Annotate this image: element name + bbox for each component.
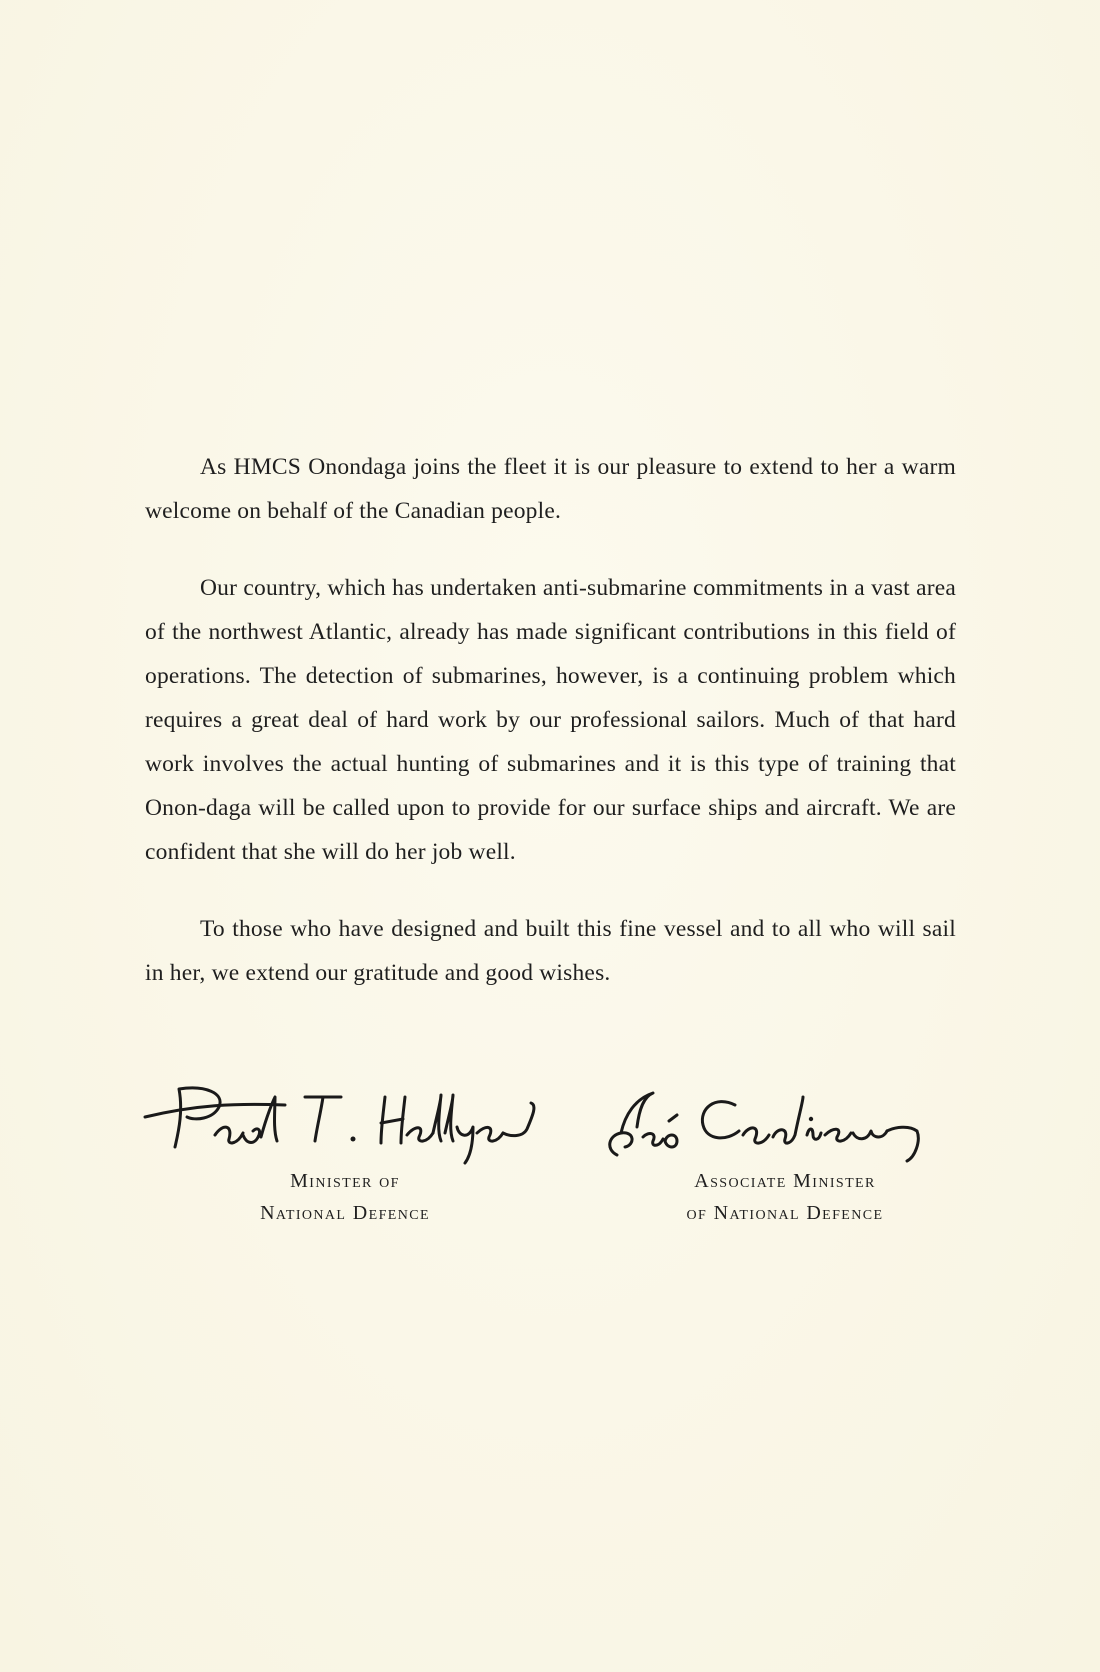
associate-title-line-2: of National Defence bbox=[686, 1202, 884, 1224]
associate-title-line-1: Associate Minister bbox=[694, 1170, 876, 1192]
paragraph-mission: Our country, which has undertaken anti-submarine commitments in a vast area of the northwest Atlantic, already has made significant contributions in this field of operations. The detection of submarines, however, is a continuing problem which requires a great deal of hard work by our professional sailors. Much of that hard work involves the actual hunting of submarines and it is this type of training that Onon-daga will be called upon to provide for our surface ships and aircraft. We are confident that she will do her job well. bbox=[145, 575, 956, 865]
paragraph-welcome: As HMCS Onondaga joins the fleet it is our pleasure to extend to her a warm welcome on behalf of the Canadian people. bbox=[145, 454, 956, 524]
letter-body bbox=[145, 445, 956, 995]
signatory-minister bbox=[130, 1075, 560, 1229]
associate-minister-title bbox=[590, 1165, 980, 1229]
signatory-associate-minister bbox=[590, 1075, 980, 1229]
paragraph-gratitude: To those who have designed and built this fine vessel and to all who will sail in her, we extend our gratitude and good wishes. bbox=[145, 916, 956, 986]
minister-title bbox=[130, 1165, 560, 1229]
minister-title-line-2: National Defence bbox=[260, 1202, 430, 1224]
signature-hellyer bbox=[135, 1075, 555, 1165]
minister-title-line-1: Minister of bbox=[290, 1170, 400, 1192]
signature-cadieux bbox=[595, 1075, 975, 1165]
